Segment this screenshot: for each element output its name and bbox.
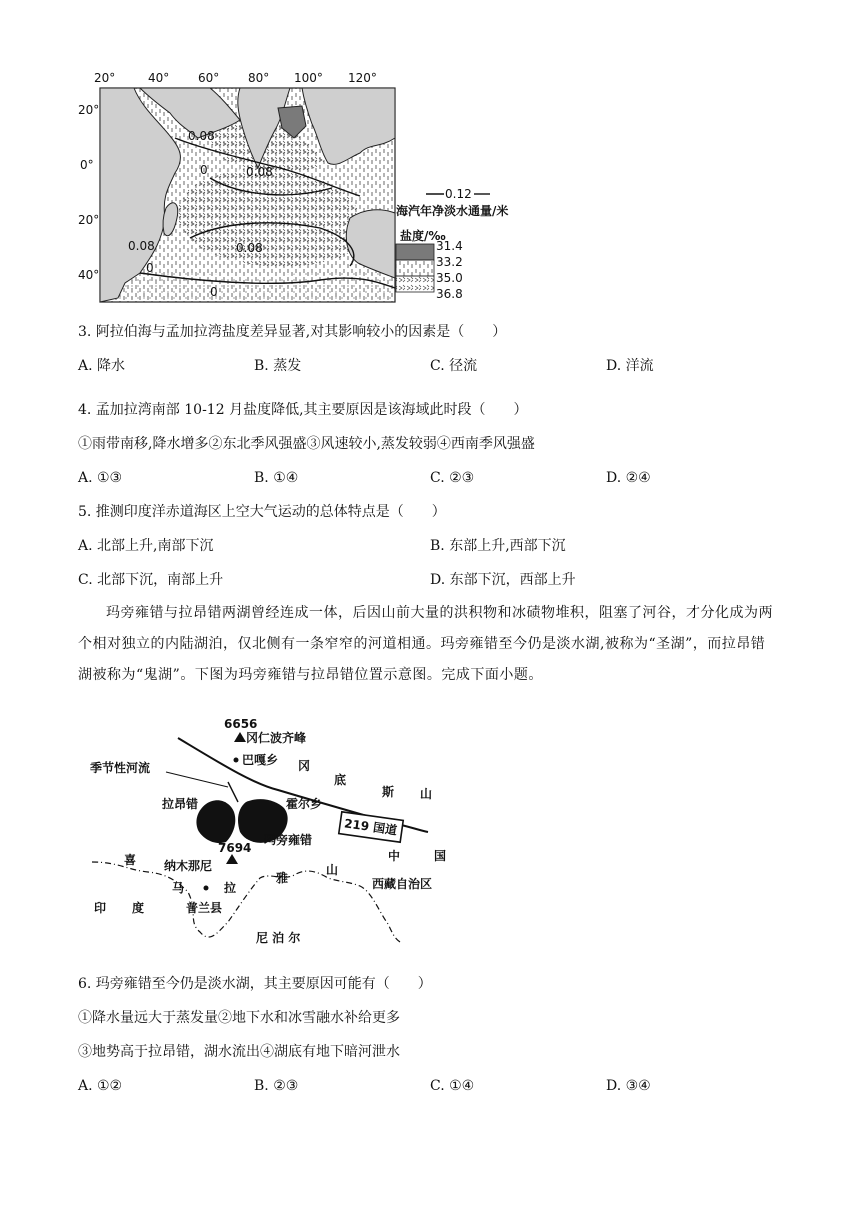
contour-label: 0.08 bbox=[128, 239, 155, 253]
contour-label: 0.08 bbox=[246, 165, 273, 179]
question-5-option-c[interactable]: C. 北部下沉，南部上升 bbox=[78, 572, 224, 588]
lat-tick: 20° bbox=[78, 213, 100, 227]
peak2-name: 纳木那尼 bbox=[164, 859, 213, 873]
lake1-label: 拉昂错 bbox=[162, 797, 199, 811]
question-4-stem: 4. 孟加拉湾南部 10-12 月盐度降低,其主要原因是该海域此时段（ ） bbox=[78, 402, 528, 418]
lon-tick: 120° bbox=[348, 71, 377, 85]
question-6-statement-1: ①降水量远大于蒸发量②地下水和冰雪融水补给更多 bbox=[78, 1010, 400, 1026]
question-3-stem: 3. 阿拉伯海与孟加拉湾盐度差异显著,对其影响较小的因素是（ ） bbox=[78, 324, 507, 340]
question-3-option-d[interactable]: D. 洋流 bbox=[606, 358, 654, 374]
lake-la-ang-tso bbox=[196, 800, 235, 843]
lon-tick: 100° bbox=[294, 71, 323, 85]
lon-tick: 60° bbox=[198, 71, 220, 85]
question-5-option-b[interactable]: B. 东部上升,西部下沉 bbox=[430, 538, 566, 554]
mountain-south-char: 马 bbox=[172, 881, 185, 895]
peak-triangle-icon bbox=[226, 854, 238, 864]
question-3-option-a[interactable]: A. 降水 bbox=[78, 358, 126, 374]
legend-line-title: 海汽年净淡水通量/米 bbox=[396, 204, 509, 218]
village-baga: 巴嘎乡 bbox=[242, 753, 279, 767]
contour-label: 0 bbox=[200, 163, 208, 177]
lat-tick: 0° bbox=[80, 158, 94, 172]
contour-label: 0.08 bbox=[188, 129, 215, 143]
question-6-option-a[interactable]: A. ①② bbox=[78, 1078, 123, 1094]
question-6-statement-2: ③地势高于拉昂错，湖水流出④湖底有地下暗河泄水 bbox=[78, 1044, 400, 1060]
seasonal-river-label: 季节性河流 bbox=[90, 761, 151, 775]
question-6-option-b[interactable]: B. ②③ bbox=[254, 1078, 299, 1094]
mountain-north-char: 底 bbox=[334, 773, 347, 787]
road-label: 219 国道 bbox=[343, 816, 398, 838]
country-india-char: 度 bbox=[132, 901, 145, 915]
question-6-option-c[interactable]: C. ①④ bbox=[430, 1078, 475, 1094]
question-3-option-c[interactable]: C. 径流 bbox=[430, 358, 478, 374]
peak2-elevation: 7694 bbox=[218, 841, 252, 855]
contour-label: 0.08 bbox=[236, 241, 263, 255]
lon-tick: 40° bbox=[148, 71, 170, 85]
mountain-south-char: 拉 bbox=[224, 881, 237, 895]
region-label: 西藏自治区 bbox=[372, 877, 433, 891]
question-3-option-b[interactable]: B. 蒸发 bbox=[254, 358, 302, 374]
mountain-north-char: 斯 bbox=[382, 785, 395, 799]
question-4-statement: ①雨带南移,降水增多②东北季风强盛③风速较小,蒸发较弱④西南季风强盛 bbox=[78, 436, 535, 452]
contour-label: 0 bbox=[210, 285, 218, 299]
question-4-option-d[interactable]: D. ②④ bbox=[606, 470, 651, 486]
legend-title: 盐度/‰ bbox=[400, 229, 446, 243]
question-5-option-a[interactable]: A. 北部上升,南部下沉 bbox=[78, 538, 214, 554]
legend-value: 33.2 bbox=[436, 255, 463, 269]
mountain-north-char: 冈 bbox=[298, 759, 311, 773]
map-legend bbox=[396, 187, 508, 301]
lat-tick: 20° bbox=[78, 103, 100, 117]
peak1-name: 冈仁波齐峰 bbox=[246, 731, 307, 745]
lon-tick: 80° bbox=[248, 71, 270, 85]
mountain-south-char: 山 bbox=[326, 863, 339, 877]
mountain-north-char: 山 bbox=[420, 787, 433, 801]
question-5-stem: 5. 推测印度洋赤道海区上空大气运动的总体特点是（ ） bbox=[78, 504, 446, 520]
question-5-option-d[interactable]: D. 东部下沉，西部上升 bbox=[430, 572, 576, 588]
legend-value: 36.8 bbox=[436, 287, 463, 301]
village-huoer: 霍尔乡 bbox=[286, 797, 323, 811]
lon-tick: 20° bbox=[94, 71, 116, 85]
peak1-elevation: 6656 bbox=[224, 717, 258, 731]
question-4-option-c[interactable]: C. ②③ bbox=[430, 470, 475, 486]
lake2-label: 玛旁雍错 bbox=[264, 833, 313, 847]
passage-text: 玛旁雍错与拉昂错两湖曾经连成一体，后因山前大量的洪积物和冰碛物堆积，阻塞了河谷，才分化成为两个相对独立的内陆湖泊，仅北侧有一条窄窄的河道相通。玛旁雍错至今仍是淡水湖,被称为“圣湖”，而拉昂错湖被称为“鬼湖”。下图为玛旁雍错与拉昂错位置示意图。完成下面小题。 bbox=[78, 605, 773, 683]
peak-triangle-icon bbox=[234, 732, 246, 742]
lakes-location-map bbox=[88, 712, 468, 952]
legend-value: 31.4 bbox=[436, 239, 463, 253]
question-6-stem: 6. 玛旁雍错至今仍是淡水湖，其主要原因可能有（ ） bbox=[78, 976, 432, 992]
mountain-south-char: 雅 bbox=[276, 871, 289, 885]
indian-ocean-salinity-map bbox=[70, 68, 570, 313]
country-china-char: 中 bbox=[388, 849, 401, 863]
country-india-char: 印 bbox=[94, 901, 107, 915]
legend-value: 35.0 bbox=[436, 271, 463, 285]
mountain-south-char: 喜 bbox=[124, 853, 137, 867]
legend-line-value: 0.12 bbox=[445, 187, 472, 201]
question-6-option-d[interactable]: D. ③④ bbox=[606, 1078, 651, 1094]
country-nepal-label: 尼 泊 尔 bbox=[256, 931, 301, 945]
country-china-char: 国 bbox=[434, 849, 447, 863]
question-4-option-b[interactable]: B. ①④ bbox=[254, 470, 299, 486]
county-label: 普兰县 bbox=[186, 901, 223, 915]
lat-tick: 40° bbox=[78, 268, 100, 282]
question-4-option-a[interactable]: A. ①③ bbox=[78, 470, 123, 486]
contour-label: 0 bbox=[146, 261, 154, 275]
